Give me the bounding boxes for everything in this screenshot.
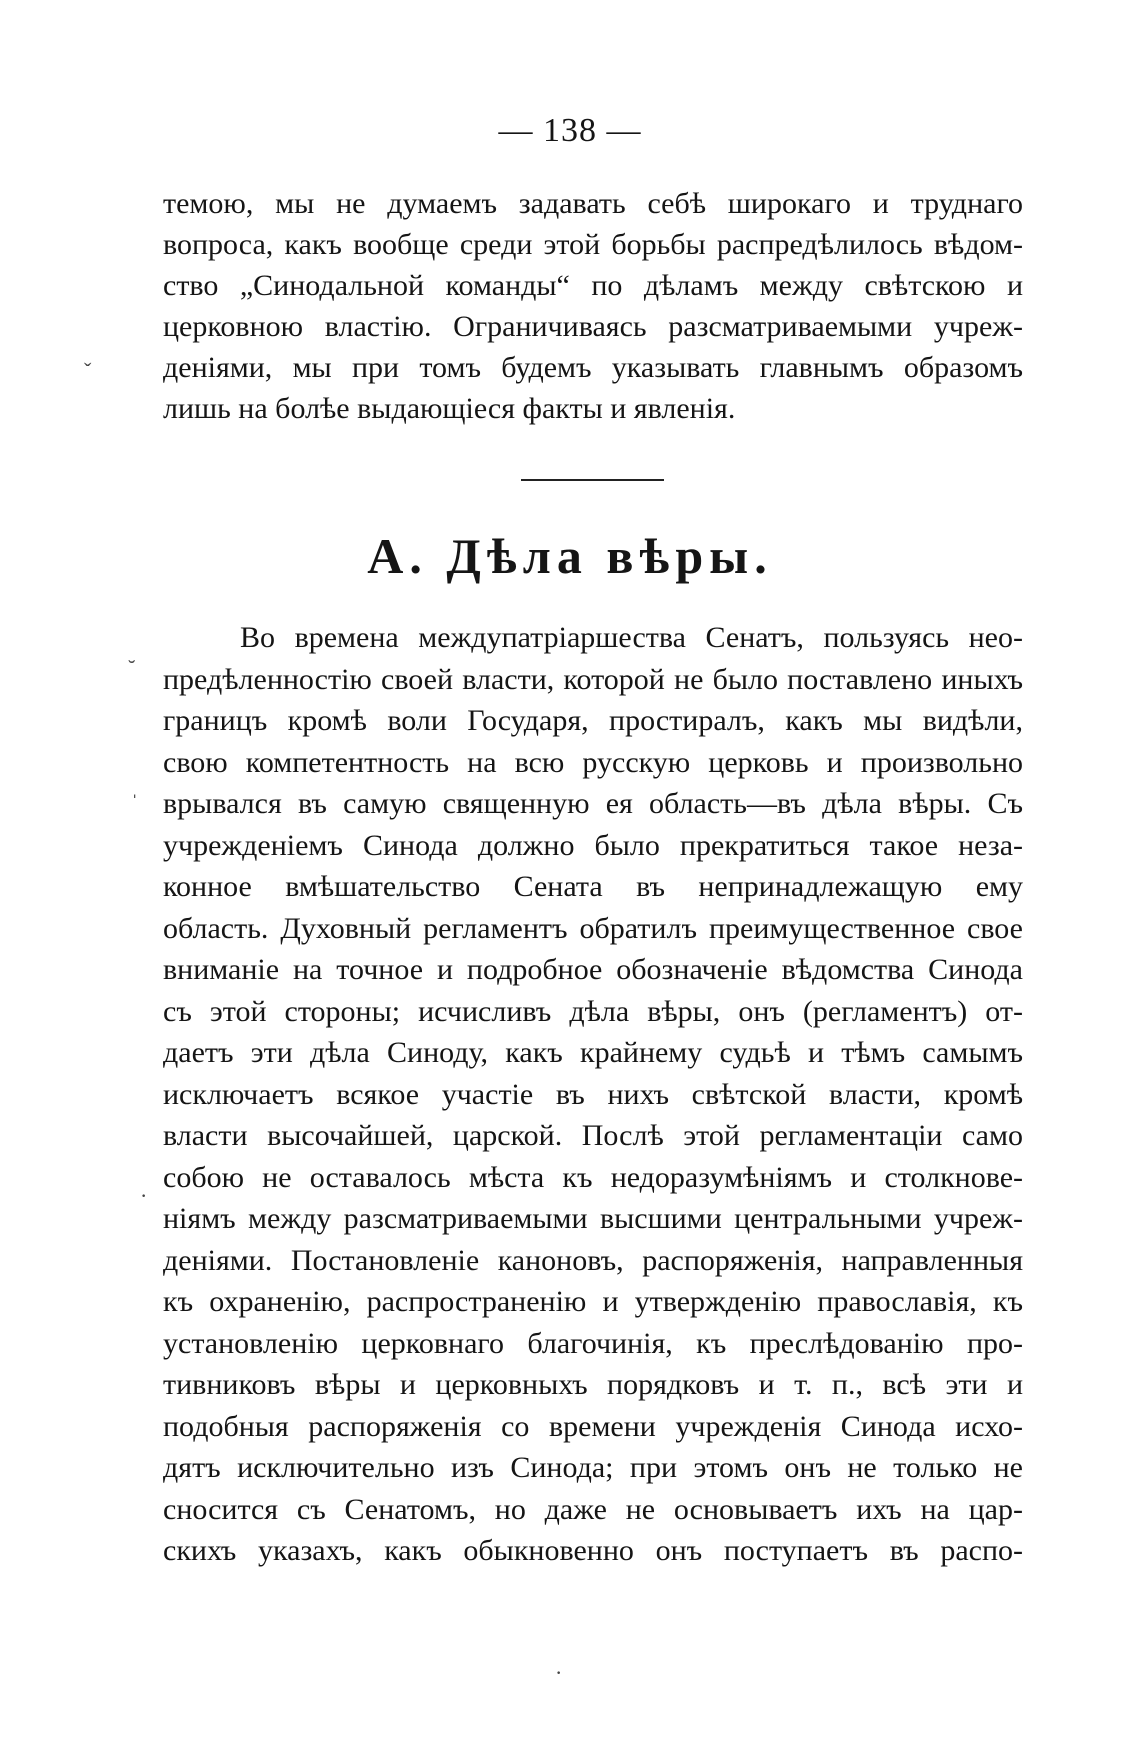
text-line: Во времена междупатріаршества Сенатъ, пользуясь нео- [240,621,1023,654]
scan-speck: · [555,1660,563,1685]
section-heading: А. Дѣла вѣры. [367,528,773,584]
text-line: учрежденіемъ Синода должно было прекратиться такое неза- [163,828,1023,862]
text-line: границъ кромѣ воли Государя, простиралъ, какъ мы видѣли, [163,704,1023,737]
text-line: установленію церковнаго благочинія, къ преслѣдованію про- [163,1326,1023,1360]
scan-speck: · [140,1183,148,1208]
text-line: тивниковъ вѣры и церковныхъ порядковъ и т. п., всѣ эти и [163,1368,1023,1401]
text-line: область. Духовный регламентъ обратилъ преимущественное свое [163,911,1023,945]
text-line: ство „Синодальной команды“ по дѣламъ между свѣтскою и [163,269,1023,302]
text-line: ніямъ между разсматриваемыми высшими центральными учреж- [163,1202,1023,1235]
text-line: дятъ исключительно изъ Синода; при этомъ онъ не только не [163,1451,1023,1484]
intro-paragraph [163,183,1023,429]
text-line: съ этой стороны; исчисливъ дѣла вѣры, онъ (регламентъ) от- [163,994,1023,1028]
text-line: врывался въ самую священную ея область—въ дѣла вѣры. Съ [163,787,1023,820]
text-line: конное вмѣшательство Сената въ непринадлежащую ему [163,870,1023,903]
text-line: деніями, мы при томъ будемъ указывать главнымъ образомъ [163,351,1023,384]
page-number: — 138 — [498,112,642,149]
text-line: вопроса, какъ вообще среди этой борьбы распредѣлилось вѣдом- [163,228,1023,261]
text-line: исключаетъ всякое участіе въ нихъ свѣтской власти, кромѣ [163,1077,1023,1111]
text-line: власти высочайшей, царской. Послѣ этой регламентаціи само [163,1119,1023,1152]
body-paragraph [163,617,1023,1572]
scan-speck: ˘ [128,655,136,680]
text-line: даетъ эти дѣла Синоду, какъ крайнему судьѣ и тѣмъ самымъ [163,1036,1023,1069]
scan-speck: ˌ [131,773,139,798]
text-line: собою не оставалось мѣста къ недоразумѣніямъ и столкнове- [163,1160,1023,1194]
text-line: вниманіе на точное и подробное обозначеніе вѣдомства Синода [163,953,1023,986]
text-line: къ охраненію, распространенію и утвержденію православія, къ [163,1285,1023,1318]
text-line: деніями. Постановленіе каноновъ, распоряженія, направленныя [163,1243,1023,1277]
text-line: темою, мы не думаемъ задавать себѣ широкаго и труднаго [163,187,1023,220]
text-line: свою компетентность на всю русскую церковь и произвольно [163,745,1023,779]
section-divider [521,479,664,481]
text-line: предѣленностію своей власти, которой не было поставлено иныхъ [163,662,1023,696]
text-line: сносится съ Сенатомъ, но даже не основываетъ ихъ на цар- [163,1492,1023,1526]
scan-speck: ˇ [84,358,92,383]
text-line: скихъ указахъ, какъ обыкновенно онъ поступаетъ въ распо- [163,1534,1023,1567]
text-line: церковною властію. Ограничиваясь разсматриваемыми учреж- [163,310,1023,343]
text-line: лишь на болѣе выдающіеся факты и явленія. [163,392,736,425]
text-line: подобныя распоряженія со времени учрежденія Синода исхо- [163,1409,1023,1443]
